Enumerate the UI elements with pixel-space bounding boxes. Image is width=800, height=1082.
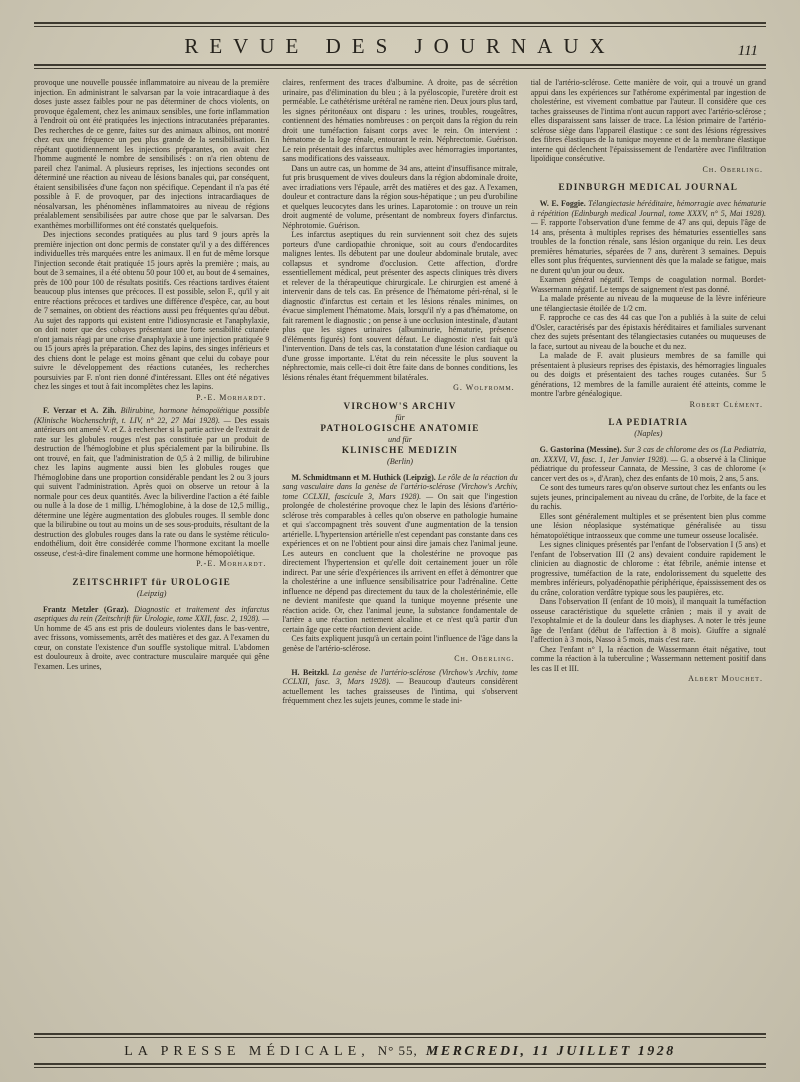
article-source: (Virchow's Archiv, tome CCLXII, fasc. 3, Mars 1928). —	[282, 667, 518, 686]
page-title: REVUE DES JOURNAUX	[184, 34, 616, 58]
article-entry: F. Verzar et A. Zih. Bilirubine, hormone hémopoïétique possible (Klinische Wochenschrift, t. LIV, n° 22, 27 Mai 1928). — Des essais antérieurs ont amené V. et Z. à rechercher si la partie active de l'extrait de rate sur les globules rouges n'est pas constituée par un produit de destruction de l'hémoglobine et plus spécialement par la bilirubine. Ils ont trouvé, en fait, que l'administration de 0,5 à 2 millig. de bilirubine chez les lapins augmente aussi bien les globules rouges que l'hémoglobine dans une proportion considérable pendant les 2 ou 3 jours qui suivent l'administration. Après quoi on observe un retour à la normale pour ces deux quantités. Avec la biliverdine l'action a été faible ou nulle à la dose de 1 millig. L'hémoglobine, à la dose de 12,5 millig., détermine une légère augmentation des globules rouges. Il semble donc que la bilirubine ou tout au moins un de ses sous-produits, résultant de la destruction des globules rouges dans la rate ou dans le système réticulo-endothélium, doit être considérée comme l'hormone excitant la moelle osseuse, c'est-à-dire finalement comme une hormone hémopoïétique.	[34, 406, 270, 558]
article-entry: Frantz Metzler (Graz). Diagnostic et traitement des infarctus aseptiques du rein (Zeitschrift für Urologie, tome XXII, fasc. 2, 1928). — Un homme de 45 ans est pris de douleurs violentes dans le bas-ventre, avec frissons, vomissements, arrêt des matières et des gaz. A l'examen du cœur, on constate l'existence d'un souffle systolique mitral. L'abdomen est douloureux à droite, avec contracture musculaire marquée qui gêne l'examen. Les urines,	[34, 604, 270, 671]
journal-heading	[34, 577, 269, 599]
journal-heading	[531, 182, 766, 193]
paragraph: La malade de F. avait plusieurs membres de sa famille qui présentaient à plusieurs reprises des épistaxis, des hémorragies linguales ou des doigts et présentaient des taches rouges cutanées. Sur 5 générations, 12 membres de la famille auraient été atteints, comme le montre l'arbre généalogique.	[530, 351, 766, 398]
article-source: (La Pediatria, an. XXXVI, VI, fasc. 1, 1er Janvier 1928). —	[530, 445, 766, 464]
journal-heading-line: EDINBURGH MEDICAL JOURNAL	[558, 182, 739, 192]
author-signature: Robert Clément.	[689, 399, 763, 409]
page-footer	[34, 1033, 766, 1068]
paragraph: Elles sont généralement multiples et se présentent bien plus comme une lésion néoplasique systématique généralisée au tissu hématopoïétique intraosseux que comme une tumeur osseuse localisée.	[530, 511, 766, 540]
paragraph: F. rapproche ce cas des 44 cas que l'on a publiés à la suite de celui d'Osler, caractérisés par des épistaxis héréditaires et familiales survenant chez des sujets présentant des télangiectasies cutanées ou muqueuses de la face, surtout au niveau de la bouche et du nez.	[530, 313, 766, 351]
article-entry: W. E. Foggie. Télangiectasie héréditaire, hémorragie avec hématurie à répétition (Edinburgh medical Journal, tome XXXV, n° 5, Mai 1928). — F. rapporte l'observation d'une femme de 47 ans qui, depuis l'âge de 14 ans, présenta à multiples reprises des hématuries essentielles sans troubles de la fonction rénale, sans lésion organique du rein. Les deux premières hématuries, séparées de 7 ans, durèrent 3 semaines. Depuis elles sont plus fréquentes, surviennent dès que la malade se fatigue, mais ne durent qu'un jour ou deux.	[530, 199, 766, 275]
article-source: (Klinische Wochenschrift, t. LIV, n° 22, 27 Mai 1928). —	[34, 415, 235, 425]
article-source: (Virchow's Archiv, tome CCLXII, fascicule 3, Mars 1928). —	[282, 482, 518, 501]
paragraph: provoque une nouvelle poussée inflammatoire au niveau de la première injection. En administrant le salvarsan par la voie intracardiaque à des doses juste assez faibles pour ne pas déterminer de chocs violents, on provoque également, chez les animaux sensibles, une forte inflammation à l'endroit où ont été pratiquées les injections intracutanées préparantes. Des recherches de ce genre, faites sur des animaux albinos, ont montré chez eux une fréquence un peu plus grande de la sensibilisation. En répétant quotidiennement les injections préparantes, on avait chez l'homme augmenté le nombre de sensibilisés : on n'a rien obtenu de pareil chez l'animal. A plusieurs reprises, les injections secondes ont déterminé une réaction au niveau de lésions banales qui, par conséquent, étaient sensibilisées d'une façon non spécifique. Cependant il n'a pas été possible à F. de provoquer, par des injections intracardiaques de néosalvarsan, les phénomènes inflammatoires au niveau de régions préalablement sensibilisées par autre chose que par le salvarsan. Des exanthèmes morbilliformes ont été constatés quelquefois.	[34, 78, 270, 230]
text-columns	[34, 69, 766, 985]
paragraph: Les signes cliniques présentés par l'enfant de l'observation I (5 ans) et l'enfant de l'observation III (2 ans) devaient conduire rapidement le clinicien au diagnostic de chlorome : état fébrile, anémie intense et progressive, tuméfaction de la rate, endolorissement du squelette des membres inférieurs, polyadénopathie périphérique, épaississement des os du crâne, coloration verdâtre typique sous les paupières, etc.	[530, 540, 766, 597]
paragraph: Examen général négatif. Temps de coagulation normal. Bordet-Wassermann négatif. Le temps de saignement n'est pas donné.	[530, 275, 766, 294]
article-entry: H. Beitzkl. La genèse de l'artério-sclérose (Virchow's Archiv, tome CCLXII, fasc. 3, Mars 1928). — Beaucoup d'auteurs considèrent actuellement les taches graisseuses de l'intima, qui s'observent fréquemment chez les sujets jeunes, comme le stade ini-	[282, 667, 518, 705]
article-source: (Edinburgh medical Journal, tome XXXV, n° 5, Mai 1928). —	[530, 208, 766, 227]
journal-heading	[282, 401, 517, 467]
paragraph: claires, renferment des traces d'albumine. A droite, pas de sécrétion urinaire, pas d'élimination du bleu ; à la pyéloscopie, l'uretère droit est perméable. Le cathétérisme urétéral ne ramène rien. Deux jours plus tard, les signes péritonéaux ont disparu : les urines, troubles, rougeâtres, contiennent des hématies nombreuses : on perçoit dans la région du rein droit une tuméfaction faisant corps avec le rein. On intervient : hématome de la loge rénale, entourant le rein. Néphrectomie. Guérison. Le rein présentait des infarctus multiples avec hémorragies importantes, sans modifications des vaisseaux.	[282, 78, 518, 163]
journal-heading-line: und für	[388, 434, 412, 444]
article-title: Le rôle de la réaction du sang vasculaire dans la genèse de l'artério-sclérose	[282, 472, 518, 491]
paragraph: La malade présente au niveau de la muqueuse de la lèvre inférieure une télangiectasie étoilée de 1/2 cm.	[530, 294, 766, 313]
journal-heading-line: KLINISCHE MEDIZIN	[341, 444, 459, 455]
article-title: Télangiectasie héréditaire, hémorragie avec hématurie à répétition	[530, 199, 766, 218]
paragraph: Dans l'observation II (enfant de 10 mois), il manquait la tuméfaction osseuse caractéristique du squelette crânien ; mais il y avait de l'exophtalmie et de la douleur dans les diaphyses. A noter le très jeune âge de l'enfant (début de l'affection à 8 mois). Giuffre a signalé l'affection à 3 mois, Nasso à 5 mois, mais c'est rare.	[530, 597, 766, 644]
footer-issue-number: N° 55,	[377, 1043, 418, 1058]
paragraph: Les infarctus aseptiques du rein surviennent soit chez des sujets porteurs d'une cardiopathie chronique, soit au cours d'endocardites malignes lentes. Ils débutent par une douleur abdominale brutale, avec collapsus et syndrome d'occlusion. Cette affection, d'ordre essentiellement médical, peut présenter des aspects cliniques très divers et relever de la thérapeutique chirurgicale. Le chirurgien est amené à intervenir dans de tels cas. En présence de l'hématome péri-rénal, si le diagnostic d'infarctus est certain et les lésions rénales minimes, on évacue simplement l'hématome. Mais, lorsqu'il n'y a pas d'hématome, on fait rarement le diagnostic ; on pense à une occlusion intestinale, d'autant plus que les signes urinaires (albuminurie, hématurie, présence d'éléments figurés) font souvent défaut. Le diagnostic n'est fait qu'à l'intervention. Dans de tels cas, la constatation d'une lésion cardiaque ou d'une grosse importante. L'état du rein nécessite le plus souvent la néphrectomie, mais celle-ci doit être faite dans de bonnes conditions, les lésions rénales étant fréquemment bilatérales.	[282, 230, 518, 382]
article-title: Bilirubine, hormone hémopoïétique possible	[120, 406, 270, 415]
paragraph: Ce sont des tumeurs rares qu'on observe surtout chez les enfants ou les sujets jeunes, principalement au niveau du crâne, de l'orbite, de la face et du rachis.	[530, 483, 766, 511]
author-signature: Ch. Oberling.	[702, 164, 763, 174]
article-author: Frantz Metzler (Graz).	[43, 604, 135, 614]
journal-heading-line: LA PEDIATRIA	[608, 417, 689, 427]
paragraph: Des injections secondes pratiquées au plus tard 9 jours après la première injection ont donc permis de constater qu'il y a des différences individuelles très marquées entre les animaux. Il en fut de même lorsque l'injection seconde était pratiquée 15 jours après la première ; mais, au bout de 3 semaines, il a été obtenu 50 pour 100 et, au bout de 4 semaines, près de 100 pour 100 de résultats positifs. Ces réactions tardives étaient beaucoup plus intenses que précoces. Il est possible, selon F., qu'il y ait entre réactions précoces et tardives une différence d'espèce, car, au bout de 7 semaines, on obtient des réactions aussi peu fréquentes qu'au début. Au sujet des rapports qui existent entre l'idiosyncrasie et l'anaphylaxie, on doit noter que des cobayes présentant une forte sensibilité cutanée n'ont jamais réagi par une crise d'anaphylaxie à une injection pratiquée 9 ou 15 jours après la préparation. Chez des lapins, des singes inférieurs et des chiens dont le pelage est moins gênant que celui du cobaye pour suivre le développement des réactions cutanées, les recherches poursuivies par F. n'ont rien donné d'intéressant. Elles ont été négatives chez les singes et tout à fait incomplètes chez les lapins.	[34, 230, 270, 391]
journal-heading-line: (Leipzig)	[136, 588, 167, 598]
article-author: H. Beitzkl.	[291, 667, 333, 677]
text-column-3	[531, 78, 766, 985]
footer-line	[34, 1038, 766, 1063]
author-signature: P.-E. Morhardt.	[196, 392, 267, 402]
article-title: Diagnostic et traitement des infarctus aseptiques du rein	[34, 604, 270, 623]
journal-heading-line: ZEITSCHRIFT für UROLOGIE	[72, 576, 231, 587]
paragraph: Dans un autre cas, un homme de 34 ans, atteint d'insuffisance mitrale, fut pris brusquement de vives douleurs dans la région abdominale droite, avec irradiations vers l'épaule, arrêt des matières et des gaz. A l'examen, douleur et contracture dans la région sous-hépatique ; un peu d'urobiline et quelques leucocytes dans les urines. Laparotomie : on trouve un rein droit augmenté de volume, présentant de nombreux foyers d'infarctus. Néphrotomie. Guérison.	[282, 163, 518, 230]
article-entry: M. Schmidtmann et M. Huthick (Leipzig). Le rôle de la réaction du sang vasculaire dans la genèse de l'artério-sclérose (Virchow's Archiv, tome CCLXII, fascicule 3, Mars 1928). — On sait que l'ingestion prolongée de cholestérine provoque chez le lapin des lésions d'artério-sclérose très comparables à celles qu'on observe en pathologie humaine et qui s'accompagnent très souvent d'une augmentation de la tension artérielle. L'hypertension artérielle n'est cependant pas constante dans ces expériences et on ne l'obtient pour ainsi dire jamais chez l'animal jeune. Les auteurs en concluent que la cholestérine ne provoque pas directement l'hypertension et qu'elle doit certainement jouer un rôle indirect. Par une série d'expériences ils arrivent en effet à démontrer que la cholestérine a une influence sensibilisatrice pour l'adrénaline. Cette influence ne dépend pas directement du taux de la cholestérinémie, elle ne devient manifeste que quand la tunique moyenne présente une réaction acide. Or, chez l'animal jeune, la substance fondamentale de l'artère a une réaction nettement alcaline et ce n'est qu'à partir d'un certain âge que cette réaction devient acide.	[282, 472, 518, 634]
article-author: W. E. Foggie.	[539, 199, 589, 208]
author-signature: G. Wolfromm.	[453, 383, 515, 392]
footer-journal-name: LA PRESSE MÉDICALE,	[124, 1044, 370, 1059]
footer-date: MERCREDI, 11 JUILLET 1928	[425, 1044, 676, 1059]
article-title: Sur 3 cas de chlorome des os	[623, 445, 721, 454]
article-author: M. Schmidtmann et M. Huthick (Leipzig).	[291, 472, 438, 482]
paragraph: Ces faits expliquent jusqu'à un certain point l'influence de l'âge dans la genèse de l'artério-sclérose.	[282, 634, 518, 653]
article-entry: G. Gastorina (Messine). Sur 3 cas de chlorome des os (La Pediatria, an. XXXVI, VI, fasc. 1, 1er Janvier 1928). — G. a observé à la Clinique pédiatrique du professeur Cannata, de Messine, 3 cas de chlorome (« cancer vert des os », d'Aran), chez des enfants de 10 mois, 2 ans, 5 ans.	[530, 445, 766, 483]
journal-heading	[531, 417, 766, 439]
article-title: La genèse de l'artério-sclérose	[332, 667, 440, 677]
journal-heading-line: (Naples)	[634, 429, 663, 438]
text-column-2	[282, 78, 517, 985]
article-author: G. Gastorina (Messine).	[539, 445, 624, 454]
journal-heading-line: PATHOLOGISCHE ANATOMIE	[320, 422, 480, 433]
journal-heading-line: für	[395, 412, 405, 422]
author-signature: Ch. Oberling.	[454, 654, 515, 663]
footer-bottom-rule	[34, 1063, 766, 1068]
paragraph: tial de l'artério-sclérose. Cette manière de voir, qui a trouvé un grand appui dans les expériences sur l'athérome expérimental par ingestion de cholestérine, est vivement combattue par l'auteur. Il considère que ces taches graisseuses de l'intima n'ont aucun rapport avec l'artério-sclérose ; elles disparaissent sans laisser de trace. La lésion primaire de l'artério-sclérose siège dans l'appareil élastique : ce sont des lésions régressives des fibres élastiques de la tunique moyenne et de la membrane élastique interne qui déclenchent l'épaississement de l'endartère avec l'infiltration lipoïdique consécutive.	[530, 78, 766, 163]
author-signature: Albert Mouchet.	[688, 674, 763, 683]
journal-heading-line: VIRCHOW'S ARCHIV	[343, 400, 457, 411]
masthead	[34, 27, 766, 64]
author-signature: P.-E. Morhardt.	[196, 559, 267, 568]
text-column-1	[34, 78, 269, 985]
paragraph: Chez l'enfant n° I, la réaction de Wassermann était négative, tout comme la réaction à la tuberculine ; Wassermann nettement positif dans les cas II et III.	[530, 644, 766, 673]
article-author: F. Verzar et A. Zih.	[43, 406, 121, 415]
article-source: (Zeitschrift für Urologie, tome XXII, fasc. 2, 1928). —	[94, 614, 270, 623]
journal-heading-line: (Berlin)	[387, 456, 413, 466]
page-number: 111	[737, 43, 758, 59]
